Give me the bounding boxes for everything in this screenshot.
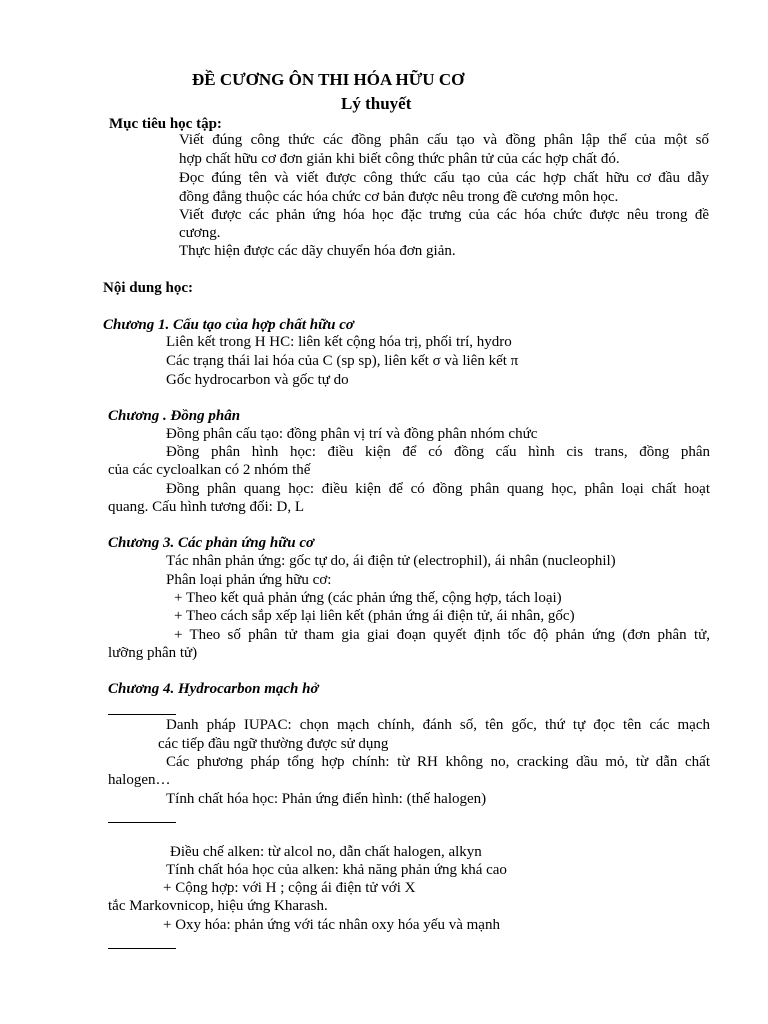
chapter-1-line: Liên kết trong H HC: liên kết cộng hóa trị, phối trí, hydro [166, 334, 512, 350]
chapter-1-heading: Chương 1. Cấu tạo của hợp chất hữu cơ [103, 317, 354, 333]
chapter-4-heading: Chương 4. Hydrocarbon mạch hở [108, 681, 319, 697]
blank-line [108, 822, 176, 823]
document-title: ĐỀ CƯƠNG ÔN THI HÓA HỮU CƠ [192, 70, 465, 89]
objectives-line: đồng đẳng thuộc các hóa chức cơ bản được nêu trong đề cương môn học. [179, 189, 619, 205]
objectives-heading: Mục tiêu học tập: [109, 116, 222, 132]
chapter-3-line: + Theo số phân tử tham gia giai đoạn quyết định tốc độ phản ứng (đơn phân tử, [174, 627, 710, 643]
chapter-3-line: Tác nhân phản ứng: gốc tự do, ái điện tử (electrophil), ái nhân (nucleophil) [166, 553, 616, 569]
document-subtitle: Lý thuyết [341, 94, 412, 113]
objectives-line: cương. [179, 225, 221, 241]
objectives-line: hợp chất hữu cơ đơn giản khi biết công thức phân tử của các hợp chất đó. [179, 151, 620, 167]
blank-line [108, 948, 176, 949]
chapter-3-line: + Theo kết quả phản ứng (các phản ứng thế, cộng hợp, tách loại) [174, 590, 562, 606]
chapter-4-line: Các phương pháp tổng hợp chính: từ RH không no, cracking dầu mỏ, từ dẫn chất [166, 754, 710, 770]
chapter-4-line: Tính chất hóa học: Phản ứng điển hình: (thế halogen) [166, 791, 487, 807]
chapter-4-line: + Cộng hợp: với H ; cộng ái điện tử với X [163, 880, 416, 896]
content-heading: Nội dung học: [103, 280, 194, 296]
chapter-3-line: Phân loại phản ứng hữu cơ: [166, 572, 332, 588]
chapter-4-line: tắc Markovnicop, hiệu ứng Kharash. [108, 898, 328, 914]
chapter-3-line: lưỡng phân tử) [108, 645, 198, 661]
chapter-2-line: của các cycloalkan có 2 nhóm thế [108, 462, 311, 478]
chapter-3-line: + Theo cách sắp xếp lại liên kết (phản ứng ái điện tử, ái nhân, gốc) [174, 608, 575, 624]
chapter-1-line: Các trạng thái lai hóa của C (sp sp), liên kết σ và liên kết π [166, 353, 519, 369]
blank-line [108, 714, 176, 715]
objectives-line: Viết đúng công thức các đồng phân cấu tạo và đồng phân lập thể của một số [179, 132, 709, 148]
objectives-line: Viết được các phản ứng hóa học đặc trưng của các hóa chức được nêu trong đề [179, 207, 709, 223]
chapter-2-line: Đồng phân hình học: điều kiện để có đồng cấu hình cis trans, đồng phân [166, 444, 710, 460]
objectives-line: Đọc đúng tên và viết được công thức cấu tạo của các hợp chất hữu cơ đầu dẫy [179, 170, 709, 186]
chapter-1-line: Gốc hydrocarbon và gốc tự do [166, 372, 349, 388]
chapter-4-line: Tính chất hóa học của alken: khả năng phản ứng khá cao [166, 862, 507, 878]
chapter-4-line: + Oxy hóa: phản ứng với tác nhân oxy hóa yếu và mạnh [163, 917, 500, 933]
chapter-2-line: quang. Cấu hình tương đối: D, L [108, 499, 305, 515]
chapter-3-heading: Chương 3. Các phản ứng hữu cơ [108, 535, 315, 551]
chapter-2-heading: Chương . Đồng phân [108, 408, 241, 424]
objectives-line: Thực hiện được các dãy chuyển hóa đơn giản. [179, 243, 456, 259]
chapter-4-line: halogen… [108, 772, 171, 788]
chapter-2-line: Đồng phân quang học: điều kiện để có đồng phân quang học, phân loại chất hoạt [166, 481, 710, 497]
chapter-4-line: Điều chế alken: từ alcol no, dẫn chất halogen, alkyn [170, 844, 482, 860]
chapter-4-line: Danh pháp IUPAC: chọn mạch chính, đánh số, tên gốc, thứ tự đọc tên các mạch [166, 717, 710, 733]
chapter-2-line: Đồng phân cấu tạo: đồng phân vị trí và đồng phân nhóm chức [166, 426, 538, 442]
chapter-4-line: các tiếp đầu ngữ thường được sử dụng [158, 736, 389, 752]
